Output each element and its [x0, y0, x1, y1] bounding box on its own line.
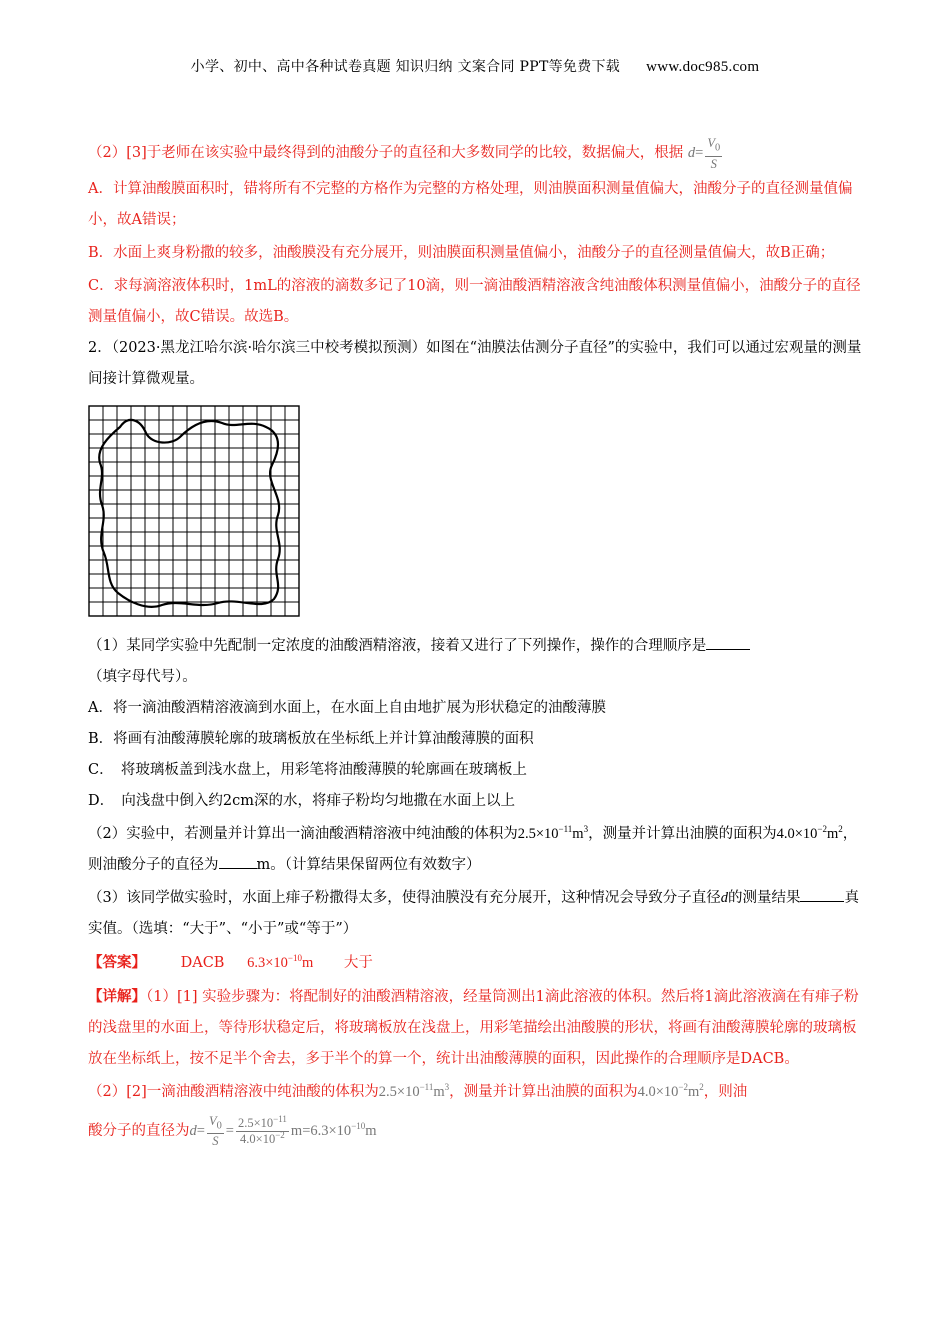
answer-blank-1[interactable]	[706, 631, 750, 650]
question-2-option-a: A．将一滴油酸酒精溶液滴到水面上，在水面上自由地扩展为形状稳定的油酸薄膜	[88, 699, 606, 716]
question-2-sub2: （2）实验中，若测量并计算出一滴油酸酒精溶液中纯油酸的体积为$2.5\times 10^{-11}m^3$，测量并计算出油膜的面积为$4.0\times 10^{-2}m^2$，则油酸分子的直径为 m。（计算结果保留两位有效数字）	[88, 823, 858, 873]
page-header	[0, 56, 950, 76]
answer-line	[88, 947, 864, 979]
question-2-stem: 2．（2023·黑龙江哈尔滨·哈尔滨三中校考模拟预测）如图在“油膜法估测分子直径”的实验中，我们可以通过宏观量的测量间接计算微观量。	[88, 339, 862, 387]
question-2-sub1: （1）某同学实验中先配制一定浓度的油酸酒精溶液，接着又进行了下列操作，操作的合理顺序是 （填字母代号）。	[88, 631, 864, 693]
grid-lines	[89, 406, 299, 616]
question-2-sub3: （3）该同学做实验时，水面上痱子粉撒得太多，使得油膜没有充分展开，这种情况会导致分子直径d的测量结果 真实值。（选填：“大于”、“小于”或“等于”）	[88, 883, 864, 945]
answer-value-2: $6.3\times 10^{-10}m$	[247, 952, 314, 971]
document-body	[88, 136, 864, 1149]
prev-option-b: B．水面上爽身粉撒的较多，油酸膜没有充分展开，则油膜面积测量值偏小，油酸分子的直径测量值偏大，故B正确；	[88, 244, 835, 261]
answer-value-3: 大于	[343, 954, 373, 971]
prev-q2-intro: （2）[3]于老师在该实验中最终得到的油酸分子的直径和大多数同学的比较，数据偏大，根据 d= $\frac{V_0}{S}$	[88, 136, 864, 172]
question-2-option-b: B．将画有油酸薄膜轮廓的玻璃板放在坐标纸上并计算油酸薄膜的面积	[88, 730, 534, 747]
answer-value-1: DACB	[180, 954, 225, 971]
header-site: www.doc985.com	[646, 59, 760, 75]
prev-option-c: C．求每滴溶液体积时，1mL的溶液的滴数多记了10滴，则一滴油酸酒精溶液含纯油酸体积测量值偏小，油酸分子的直径测量值偏小，故C错误。故选B。	[88, 277, 861, 325]
diameter-calculation: d= $\frac{V_0}{S}$ = $\frac{2.5\times 10^{-11}}{4.0\times 10^{-2}}$ $m=6.3\times 10^{-10}m$	[189, 1113, 377, 1148]
detail-p1: 【详解】（1）[1] 实验步骤为：将配制好的油酸酒精溶液，经量筒测出1滴此溶液的体积。然后将1滴此溶液滴在有痱子粉的浅盘里的水面上，等待形状稳定后，将玻璃板放在浅盘上，用彩笔描绘出油酸膜的形状，将画有油酸薄膜轮廓的玻璃板放在坐标纸上，按不足半个舍去，多于半个的算一个，统计出油酸薄膜的面积，因此操作的合理顺序是DACB。	[88, 987, 859, 1067]
answer-blank-3[interactable]	[800, 883, 844, 902]
answer-blank-2[interactable]	[219, 850, 257, 869]
oil-film-grid-figure	[88, 405, 300, 617]
header-text: 小学、初中、高中各种试卷真题 知识归纳 文案合同 PPT等免费下载	[190, 59, 621, 75]
detail-p2: （2）[2]一滴油酸酒精溶液中纯油酸的体积为$2.5\times 10^{-11}m^3$，测量并计算出油膜的面积为$4.0\times 10^{-2}m^2$，则油	[88, 1081, 748, 1100]
question-2-option-c: C． 将玻璃板盖到浅水盘上，用彩笔将油酸薄膜的轮廓画在玻璃板上	[88, 761, 527, 778]
formula-d-v0-s: d= $\frac{V_0}{S}$	[687, 136, 721, 171]
detail-p3: 酸分子的直径为d= $\frac{V_0}{S}$ = $\frac{2.5\times 10^{-11}}{4.0\times 10^{-2}}$ $m=6.3\times 10^{-10}m$	[88, 1113, 377, 1148]
detail-tag: 【详解】	[88, 987, 146, 1005]
answer-tag: 【答案】	[88, 953, 146, 971]
prev-option-a: A．计算油酸膜面积时，错将所有不完整的方格作为完整的方格处理，则油膜面积测量值偏大，油酸分子的直径测量值偏小，故A错误；	[88, 180, 853, 228]
question-2-option-d: D． 向浅盘中倒入约2cm深的水，将痱子粉均匀地撒在水面上以上	[88, 792, 515, 809]
